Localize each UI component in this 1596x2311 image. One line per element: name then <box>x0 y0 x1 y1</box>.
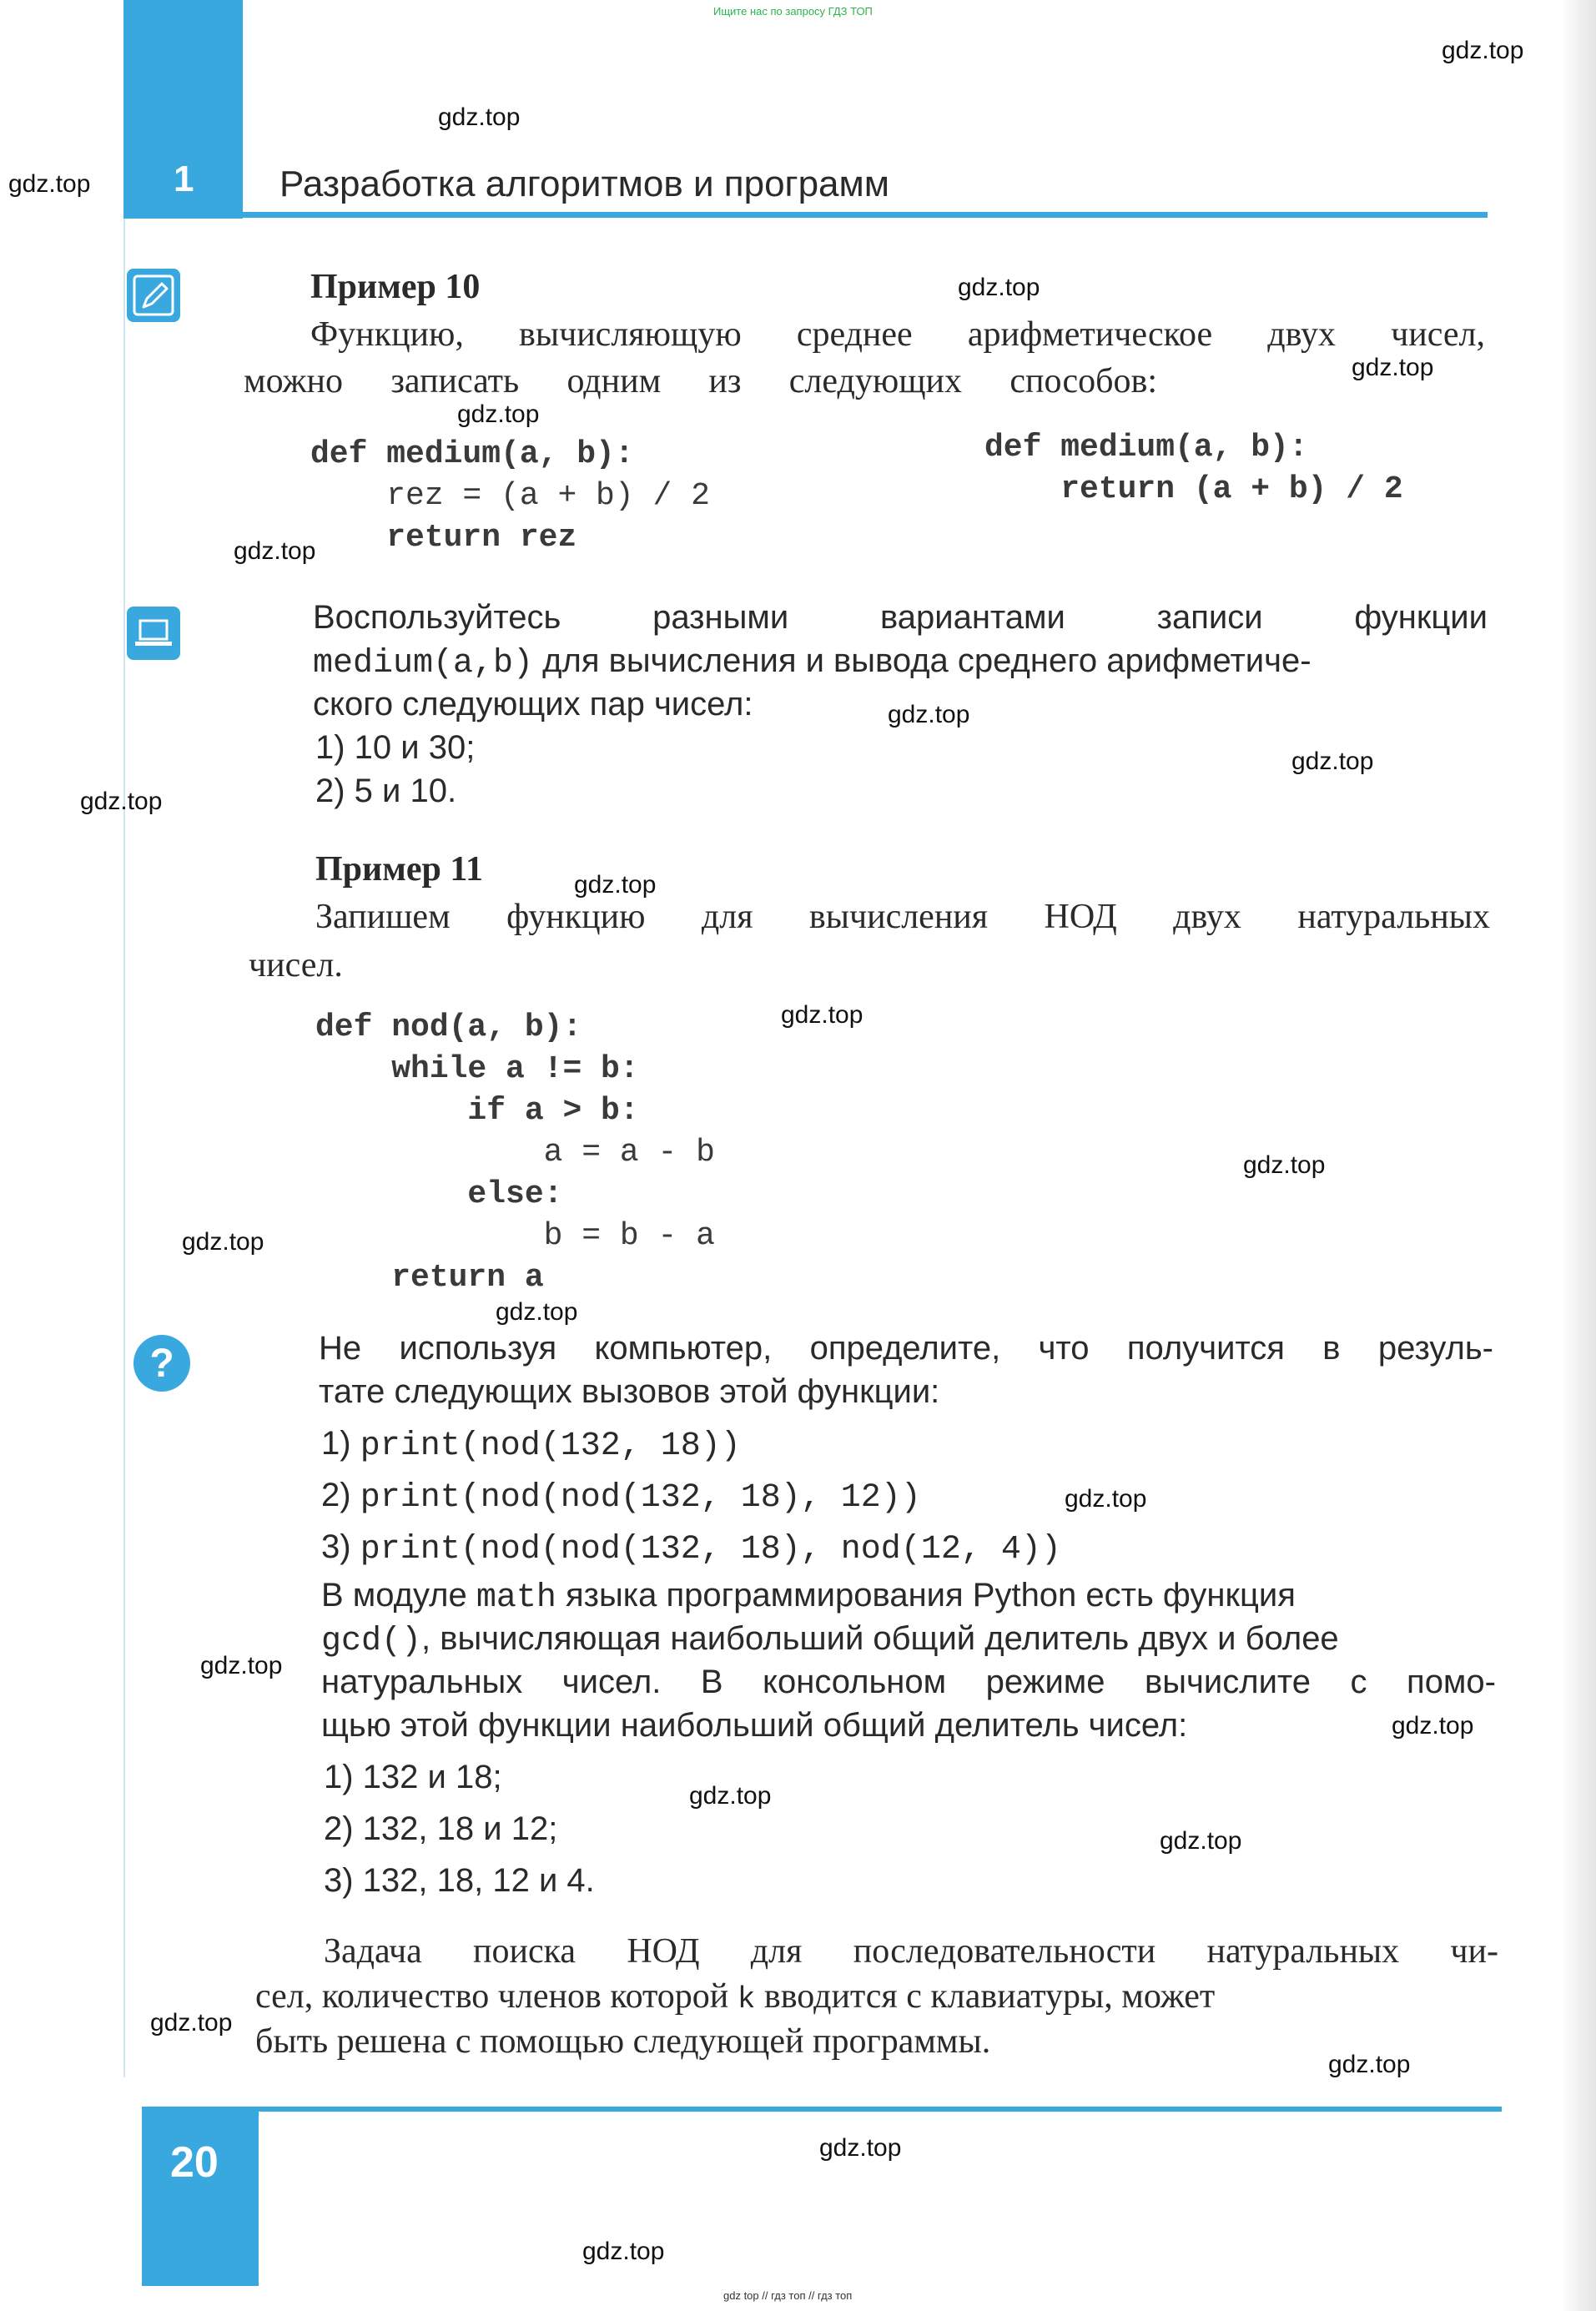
item-number: 2) <box>321 1477 351 1513</box>
code-line: return rez <box>310 520 577 556</box>
code-line: def nod(a, b): <box>315 1009 582 1045</box>
word: функции <box>1354 599 1488 636</box>
code-line: else: <box>315 1176 563 1212</box>
title-rule <box>243 212 1488 218</box>
inline-code: k <box>737 1982 756 2016</box>
text: языка программирования Python есть функция <box>556 1577 1296 1614</box>
watermark[interactable]: gdz.top <box>819 2134 902 2162</box>
watermark[interactable]: gdz.top <box>80 788 163 815</box>
code-line: return a <box>315 1260 544 1296</box>
code-line-wrap <box>315 1218 715 1254</box>
example10-heading: Пример 10 <box>310 268 481 306</box>
code-line: a = a - b <box>315 1135 715 1171</box>
word: Воспользуйтесь <box>313 599 561 636</box>
margin-line <box>123 219 125 2077</box>
code-line: rez = (a + b) / 2 <box>310 478 710 514</box>
text: вводится с клавиатуры, может <box>755 1977 1216 2016</box>
footer-links: gdz top // гдз топ // гдз топ <box>723 2289 853 2302</box>
task3-item-1: 1) 132 и 18; <box>324 1759 502 1795</box>
task3-line1 <box>321 1573 1496 1620</box>
code-line: return (a + b) / 2 <box>984 471 1403 507</box>
code-line: def medium(a, b): <box>310 436 634 472</box>
code-block-medium-2 <box>984 430 1308 466</box>
chapter-title: Разработка алгоритмов и программ <box>279 164 890 204</box>
code-line-wrap <box>310 520 576 556</box>
example11-intro-line1: Запишем функцию для вычисления НОД двух натуральных <box>315 898 1490 936</box>
code-line-wrap <box>315 1051 639 1087</box>
watermark[interactable]: gdz.top <box>958 274 1040 301</box>
watermark[interactable]: gdz.top <box>1392 1712 1474 1740</box>
code-line-wrap <box>310 478 710 514</box>
text: для вычисления и вывода среднего арифметиче- <box>533 642 1312 679</box>
watermark[interactable]: gdz.top <box>1160 1827 1242 1855</box>
word: вариантами <box>879 599 1065 636</box>
inline-code: gcd() <box>321 1623 422 1660</box>
chapter-number: 1 <box>174 159 194 199</box>
watermark[interactable]: gdz.top <box>1291 748 1374 775</box>
task3-line3: натуральных чисел. В консольном режиме вычислите с помо- <box>321 1664 1496 1700</box>
code-line-wrap <box>315 1176 562 1212</box>
text: , вычисляющая наибольший общий делитель двух и более <box>421 1620 1339 1657</box>
watermark[interactable]: gdz.top <box>1065 1485 1147 1513</box>
svg-text:?: ? <box>149 1342 174 1386</box>
task3-item-3: 3) 132, 18, 12 и 4. <box>324 1862 595 1899</box>
watermark[interactable]: gdz.top <box>438 103 521 131</box>
item-number: 1) <box>321 1425 351 1462</box>
question-icon <box>132 1333 192 1393</box>
watermark[interactable]: gdz.top <box>496 1298 578 1326</box>
watermark[interactable]: gdz.top <box>1243 1151 1326 1179</box>
task2-item-2 <box>321 1473 921 1520</box>
watermark[interactable]: gdz.top <box>234 537 316 565</box>
code-block-medium-1 <box>310 436 634 472</box>
task2-item-1 <box>321 1422 741 1468</box>
watermark[interactable]: gdz.top <box>574 871 657 899</box>
watermark[interactable]: gdz.top <box>457 400 540 428</box>
task1-line3: ского следующих пар чисел: <box>313 686 753 723</box>
task3-line4: щью этой функции наибольший общий делитель чисел: <box>321 1707 1188 1744</box>
inline-code: print(nod(132, 18)) <box>360 1427 741 1465</box>
inline-code: print(nod(nod(132, 18), nod(12, 4)) <box>360 1531 1061 1568</box>
code-line: b = b - a <box>315 1218 715 1254</box>
word: разными <box>652 599 789 636</box>
closing-line2 <box>255 1974 1498 2022</box>
task1-item-2: 2) 5 и 10. <box>315 773 457 809</box>
code-line-wrap <box>315 1135 715 1171</box>
task1-line1 <box>313 596 1488 639</box>
word: записи <box>1156 599 1263 636</box>
inline-code: medium(a,b) <box>313 645 534 682</box>
code-line: if a > b: <box>315 1093 639 1129</box>
code-line-wrap <box>315 1260 544 1296</box>
code-line-wrap <box>315 1093 639 1129</box>
item-number: 3) <box>321 1528 351 1565</box>
task3-line2 <box>321 1617 1339 1664</box>
text: В модуле <box>321 1577 476 1614</box>
watermark[interactable]: gdz.top <box>689 1782 772 1810</box>
page-edge-shadow <box>1560 0 1596 2311</box>
example11-heading: Пример 11 <box>315 850 484 889</box>
inline-code: math <box>476 1579 556 1617</box>
task2-line2: тате следующих вызовов этой функции: <box>319 1373 940 1410</box>
computer-icon <box>127 607 180 660</box>
pencil-icon <box>127 269 180 322</box>
task3-item-2: 2) 132, 18 и 12; <box>324 1810 558 1847</box>
example10-intro-line2: можно записать одним из следующих способов: <box>244 362 1157 400</box>
code-line: while a != b: <box>315 1051 639 1087</box>
watermark[interactable]: gdz.top <box>1442 37 1524 64</box>
closing-line1: Задача поиска НОД для последовательности натуральных чи- <box>324 1932 1498 1971</box>
inline-code: print(nod(nod(132, 18), 12)) <box>360 1479 921 1517</box>
watermark[interactable]: gdz.top <box>888 701 970 728</box>
task1-line2 <box>313 639 1312 686</box>
promo-text: Ищите нас по запросу ГДЗ ТОП <box>713 5 873 18</box>
closing-line3: быть решена с помощью следующей программы. <box>255 2022 991 2061</box>
page-number: 20 <box>170 2138 219 2187</box>
watermark[interactable]: gdz.top <box>150 2009 233 2037</box>
code-block-nod <box>315 1009 582 1045</box>
footer-rule <box>142 2107 1502 2112</box>
watermark[interactable]: gdz.top <box>582 2238 665 2265</box>
text: сел, количество членов которой <box>255 1977 738 2016</box>
watermark[interactable]: gdz.top <box>182 1228 264 1256</box>
task1-item-1: 1) 10 и 30; <box>315 729 476 766</box>
watermark[interactable]: gdz.top <box>1352 354 1434 381</box>
watermark[interactable]: gdz.top <box>781 1001 863 1029</box>
task2-line1: Не используя компьютер, определите, что получится в резуль- <box>319 1330 1493 1367</box>
watermark[interactable]: gdz.top <box>200 1652 283 1679</box>
code-line: def medium(a, b): <box>984 430 1308 466</box>
watermark[interactable]: gdz.top <box>8 170 91 198</box>
watermark[interactable]: gdz.top <box>1328 2051 1411 2078</box>
task2-item-3 <box>321 1525 1061 1572</box>
example11-intro-line2: чисел. <box>249 946 343 984</box>
example10-intro-line1: Функцию, вычисляющую среднее арифметическое двух чисел, <box>310 315 1485 354</box>
code-line-wrap <box>984 471 1403 507</box>
